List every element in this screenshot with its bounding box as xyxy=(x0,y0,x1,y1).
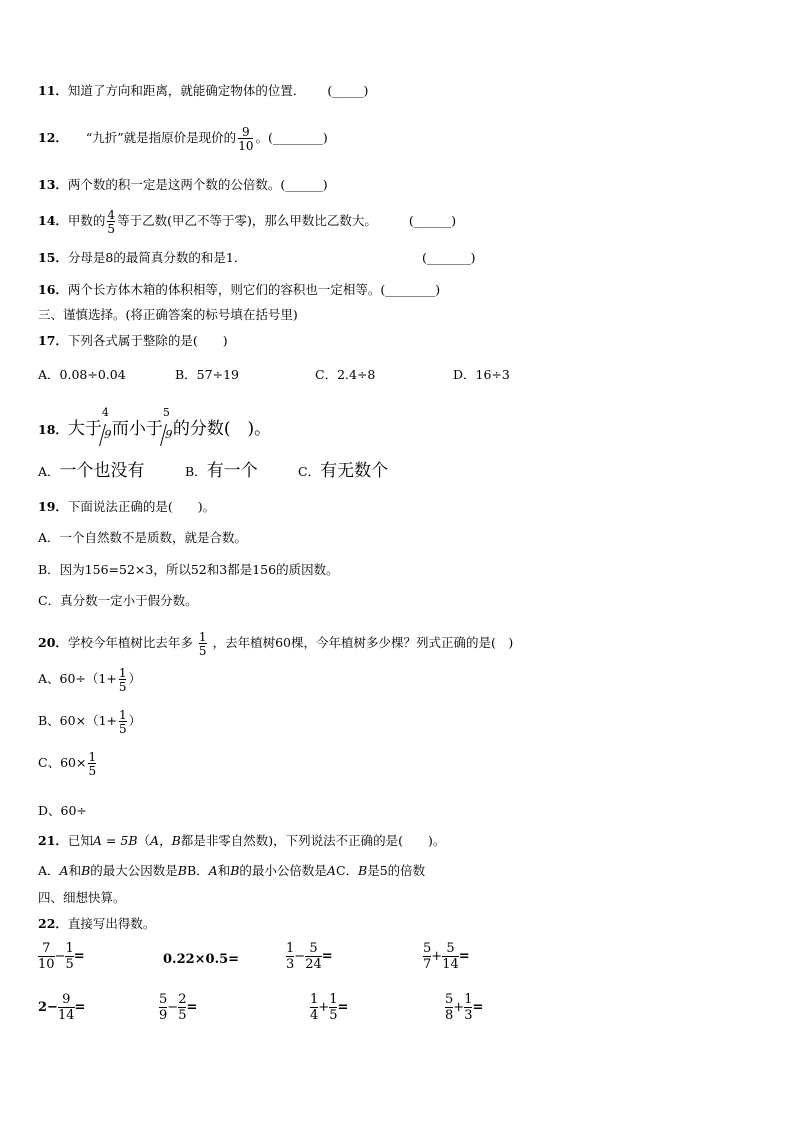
answer-blank[interactable]: (_______) xyxy=(422,250,476,265)
calc-item xyxy=(310,993,348,1022)
question-number: 21． xyxy=(38,833,68,848)
variable: B xyxy=(81,863,91,878)
numerator: 4 xyxy=(107,207,116,222)
numerator: 1 xyxy=(464,992,473,1007)
option-c[interactable]: C．真分数一定小于假分数。 xyxy=(38,593,198,608)
numerator: 1 xyxy=(119,707,127,722)
question-number: 19． xyxy=(38,499,68,514)
option-c[interactable] xyxy=(38,748,98,778)
denominator: 8 xyxy=(445,1007,454,1023)
denominator: 7 xyxy=(423,956,432,972)
equation: A = 5B xyxy=(92,833,138,848)
equals: = xyxy=(186,1000,198,1016)
answer-blank[interactable]: (_____) xyxy=(327,83,369,98)
option-text-end: ） xyxy=(128,713,142,728)
denominator: 5 xyxy=(118,679,127,694)
separator: ， xyxy=(159,833,172,848)
numerator: 9 xyxy=(62,992,71,1007)
question-number: 22． xyxy=(38,916,68,931)
option-a[interactable] xyxy=(38,664,141,694)
option-b[interactable] xyxy=(185,460,258,482)
option-d[interactable]: D．16÷3 xyxy=(453,367,510,382)
option-text: 和 xyxy=(68,863,82,878)
denominator: 10 xyxy=(238,138,254,153)
fraction xyxy=(58,993,75,1022)
question-number: 18． xyxy=(38,422,68,437)
numerator: 5 xyxy=(446,941,455,956)
fraction xyxy=(65,942,73,971)
option-label: C． xyxy=(298,464,321,479)
question-21-options[interactable] xyxy=(38,863,425,879)
numerator: 1 xyxy=(310,992,319,1007)
question-text-cont: （ xyxy=(137,833,151,848)
denominator: 5 xyxy=(88,763,97,778)
operator: − xyxy=(54,949,66,965)
option-label: C． xyxy=(335,863,359,878)
option-a[interactable] xyxy=(38,460,145,482)
question-text-cont: 等于乙数(甲乙不等于零)，那么甲数比乙数大。 xyxy=(117,213,377,228)
option-text: B、60×（1+ xyxy=(38,713,117,728)
variable: A xyxy=(326,863,336,878)
denominator: 9 xyxy=(99,424,114,446)
fraction xyxy=(442,942,459,971)
question-text: 两个长方体木箱的体积相等，则它们的容积也一定相等。(________) xyxy=(67,282,441,297)
option-a[interactable]: A．一个自然数不是质数，就是合数。 xyxy=(38,530,248,545)
denominator: 4 xyxy=(310,1007,319,1023)
variable: B xyxy=(171,833,181,848)
numerator: 9 xyxy=(242,124,250,139)
operator: + xyxy=(453,1000,465,1016)
numerator: 5 xyxy=(309,941,318,956)
denominator: 9 xyxy=(159,1007,168,1023)
numerator: 5 xyxy=(423,941,432,956)
calc-item xyxy=(159,993,197,1022)
calc-item xyxy=(286,942,333,971)
question-14 xyxy=(38,206,456,236)
operator: + xyxy=(318,1000,330,1016)
question-text: “九折”就是指原价是现价的 xyxy=(85,130,237,145)
variable: B xyxy=(230,863,240,878)
option-label: B． xyxy=(185,464,207,479)
denominator: 5 xyxy=(119,721,127,736)
option-label: A． xyxy=(38,863,60,878)
fraction xyxy=(162,405,174,442)
question-16 xyxy=(38,282,440,298)
option-text: 是5的倍数 xyxy=(367,863,426,878)
question-19 xyxy=(38,499,215,515)
option-text-end: ） xyxy=(128,671,141,686)
question-text-cont: 都是非零自然数)，下列说法不正确的是( )。 xyxy=(180,833,446,848)
numerator: 2 xyxy=(178,992,187,1007)
fraction xyxy=(88,751,96,777)
fraction xyxy=(38,942,55,971)
variable: B xyxy=(177,863,187,878)
option-label: B． xyxy=(186,863,209,878)
option-label: A． xyxy=(38,464,60,479)
option-text: 的最小公倍数是 xyxy=(239,863,327,878)
option-d[interactable]: D、60÷ xyxy=(38,803,87,818)
denominator: 3 xyxy=(464,1007,473,1023)
operand: 2− xyxy=(38,1000,58,1016)
numerator: 1 xyxy=(286,941,295,956)
calc-item xyxy=(38,942,85,971)
fraction xyxy=(101,405,113,442)
numerator: 4 xyxy=(101,405,109,419)
variable: B xyxy=(358,863,368,878)
denominator: 24 xyxy=(305,956,322,972)
question-text: 下列各式属于整除的是( ) xyxy=(67,333,228,348)
calc-item: 0.22×0.5= xyxy=(163,952,240,967)
equals: = xyxy=(74,1000,86,1016)
operator: − xyxy=(167,1000,179,1016)
denominator: 9 xyxy=(160,424,175,446)
question-text-cont: 的分数( )。 xyxy=(172,419,272,439)
question-20 xyxy=(38,628,513,658)
answer-blank[interactable]: 。(________) xyxy=(255,130,328,145)
option-text: A、60÷（1+ xyxy=(38,671,117,686)
section-heading-4: 四、细想快算。 xyxy=(38,890,126,905)
option-c[interactable]: C．2.4÷8 xyxy=(315,367,376,382)
variable: A xyxy=(208,863,218,878)
equals: = xyxy=(458,949,470,965)
variable: A xyxy=(59,863,69,878)
denominator: 14 xyxy=(442,956,459,972)
numerator: 1 xyxy=(198,629,207,644)
numerator: 1 xyxy=(88,749,97,764)
question-text: 知道了方向和距离，就能确定物体的位置． xyxy=(67,83,306,98)
calc-item xyxy=(423,942,470,971)
fraction xyxy=(199,631,207,657)
question-15 xyxy=(38,250,246,266)
question-13 xyxy=(38,177,328,193)
question-number: 20． xyxy=(38,635,68,650)
option-text: 有一个 xyxy=(206,461,258,481)
denominator: 14 xyxy=(57,1007,75,1023)
option-b[interactable] xyxy=(38,706,141,736)
denominator: 5 xyxy=(178,1007,187,1023)
calc-item xyxy=(445,993,483,1022)
option-b[interactable]: B．57÷19 xyxy=(175,367,239,382)
question-number: 14． xyxy=(38,213,68,228)
denominator: 5 xyxy=(198,643,207,658)
question-number: 12． xyxy=(38,130,68,145)
equals: = xyxy=(472,1000,484,1016)
calc-item xyxy=(38,993,85,1022)
fraction xyxy=(305,942,322,971)
numerator: 7 xyxy=(42,941,51,956)
question-22 xyxy=(38,916,155,932)
equals: = xyxy=(321,949,333,965)
option-text: 的最大公因数是 xyxy=(90,863,178,878)
question-text: 大于 xyxy=(67,419,102,439)
operator: + xyxy=(431,949,443,965)
denominator: 5 xyxy=(329,1007,338,1023)
question-number: 16． xyxy=(38,282,68,297)
numerator: 5 xyxy=(162,405,170,419)
numerator: 5 xyxy=(159,992,168,1007)
denominator: 5 xyxy=(107,221,116,236)
equals: = xyxy=(73,949,85,965)
question-text: 下面说法正确的是( )。 xyxy=(67,499,216,514)
question-12 xyxy=(38,122,328,154)
fraction xyxy=(107,209,115,235)
option-b[interactable]: B．因为156=52×3，所以52和3都是156的质因数。 xyxy=(38,562,339,577)
question-text: 两个数的积一定是这两个数的公倍数。(______) xyxy=(67,177,328,192)
section-heading-3: 三、谨慎选择。(将正确答案的标号填在括号里) xyxy=(38,307,298,322)
question-number: 11． xyxy=(38,83,68,98)
answer-blank[interactable]: (______) xyxy=(408,213,457,228)
question-text: 学校今年植树比去年多 xyxy=(67,635,193,650)
question-text-cont: ，去年植树60棵，今年植树多少棵？列式正确的是( ) xyxy=(212,635,514,650)
fraction xyxy=(119,667,127,693)
option-text: 一个也没有 xyxy=(59,461,145,481)
question-text: 已知 xyxy=(67,833,93,848)
denominator: 10 xyxy=(38,956,55,972)
operator: − xyxy=(294,949,306,965)
numerator: 1 xyxy=(65,941,74,956)
denominator: 3 xyxy=(286,956,295,972)
question-number: 15． xyxy=(38,250,68,265)
question-21 xyxy=(38,833,445,849)
question-text: 分母是8的最简真分数的和是1． xyxy=(67,250,247,265)
fraction xyxy=(119,709,127,735)
option-text: C、60× xyxy=(38,755,87,770)
question-text-cont: 而小于 xyxy=(111,419,163,439)
question-11 xyxy=(38,83,368,99)
option-text: 有无数个 xyxy=(320,461,389,481)
question-18 xyxy=(38,405,272,442)
question-17 xyxy=(38,333,228,349)
numerator: 1 xyxy=(329,992,338,1007)
option-text: 和 xyxy=(217,863,231,878)
question-number: 17． xyxy=(38,333,68,348)
numerator: 1 xyxy=(118,665,127,680)
variable: A xyxy=(150,833,160,848)
question-text: 甲数的 xyxy=(67,213,106,228)
numerator: 5 xyxy=(445,992,454,1007)
option-a[interactable]: A．0.08÷0.04 xyxy=(38,367,126,382)
question-text: 直接写出得数。 xyxy=(67,916,156,931)
option-c[interactable] xyxy=(298,460,388,482)
denominator: 5 xyxy=(65,956,74,972)
fraction xyxy=(238,126,253,152)
question-number: 13． xyxy=(38,177,68,192)
equals: = xyxy=(337,1000,349,1016)
